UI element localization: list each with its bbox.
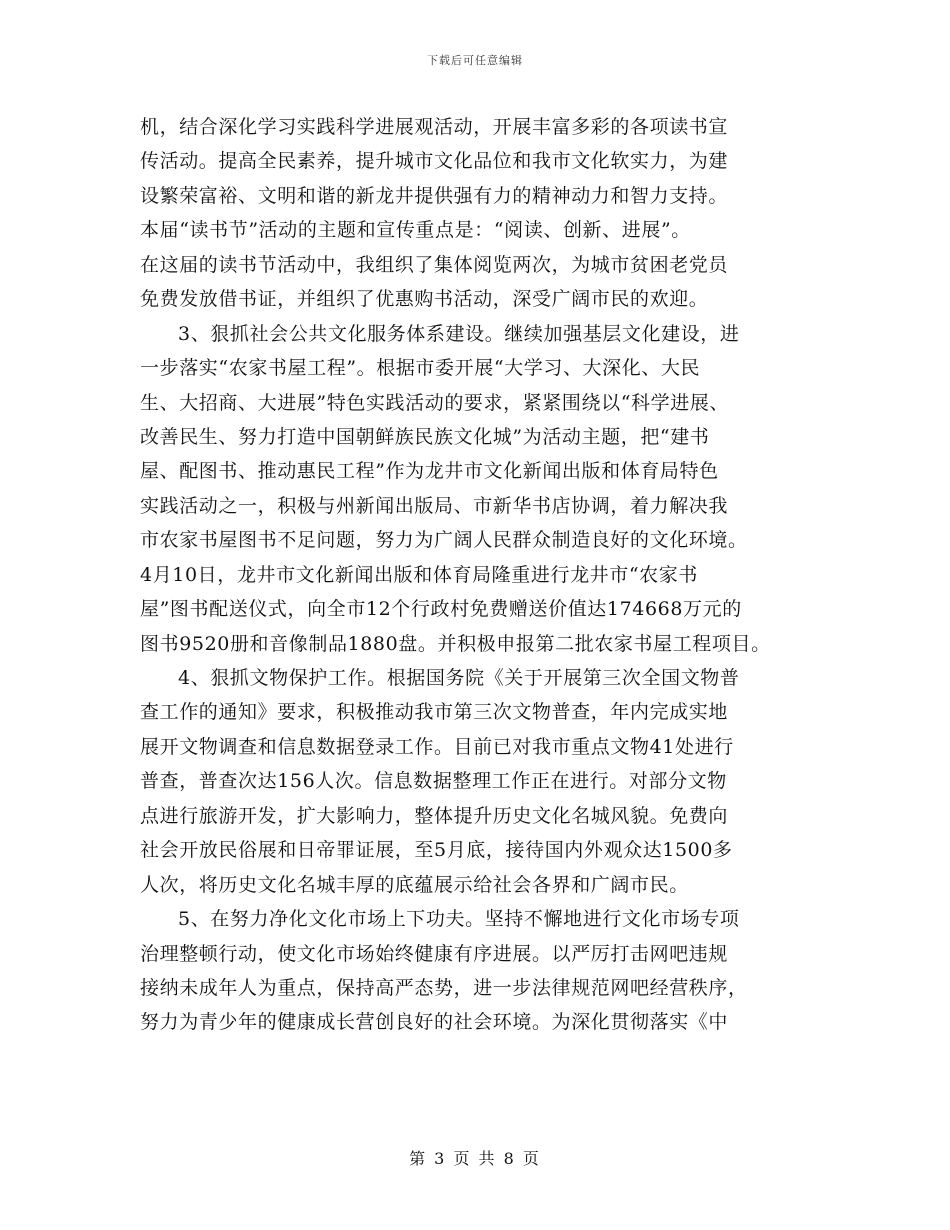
- text-line: 改善民生、努力打造中国朝鲜族民族文化城”为活动主题，把“建书: [140, 425, 710, 448]
- text-line: 设繁荣富裕、文明和谐的新龙井提供强有力的精神动力和智力支持。: [140, 184, 729, 207]
- text-line: 人次，将历史文化名城丰厚的底蕴展示给社会各界和广阔市民。: [140, 873, 689, 896]
- document-body: [140, 110, 830, 1040]
- text-line: 屋、配图书、推动惠民工程”作为龙井市文化新闻出版和体育局特色: [140, 460, 719, 483]
- text-line: 传活动。提高全民素养，提升城市文化品位和我市文化软实力，为建: [140, 150, 729, 173]
- page-header-note: 下载后可任意编辑: [427, 54, 523, 67]
- text-line: 展开文物调查和信息数据登录工作。目前已对我市重点文物41处进行: [140, 735, 734, 758]
- text-line: 社会开放民俗展和日帝罪证展，至5月底，接待国内外观众达1500多: [140, 839, 733, 862]
- text-line: 在这届的读书节活动中，我组织了集体阅览两次，为城市贫困老党员: [140, 253, 729, 276]
- text-line: 图书9520册和音像制品1880盘。并积极申报第二批农家书屋工程项目。: [140, 632, 771, 655]
- text-line: 点进行旅游开发，扩大影响力，整体提升历史文化名城风貌。免费向: [140, 804, 729, 827]
- text-line: 一步落实“农家书屋工程”。根据市委开展“大学习、大深化、大民: [140, 357, 701, 380]
- paragraph-start-line: 5、在努力净化文化市场上下功夫。坚持不懈地进行文化市场专项: [178, 908, 740, 931]
- text-line: 免费发放借书证，并组织了优惠购书活动，深受广阔市民的欢迎。: [140, 288, 709, 311]
- text-line: 普查，普查次达156人次。信息数据整理工作正在进行。对部分文物: [140, 770, 727, 793]
- text-line: 生、大招商、大进展”特色实践活动的要求，紧紧围绕以“科学进展、: [140, 391, 730, 414]
- text-line: 市农家书屋图书不足问题，努力为广阔人民群众制造良好的文化环境。: [140, 529, 748, 552]
- text-line: 机，结合深化学习实践科学进展观活动，开展丰富多彩的各项读书宣: [140, 116, 729, 138]
- text-line: 接纳未成年人为重点，保持高严态势，进一步法律规范网吧经营秩序，: [140, 976, 748, 999]
- text-line: 努力为青少年的健康成长营创良好的社会环境。为深化贯彻落实《中: [140, 1011, 729, 1034]
- text-line: 实践活动之一，积极与州新闻出版局、市新华书店协调，着力解决我: [140, 494, 729, 517]
- text-line: 屋”图书配送仪式，向全市12个行政村免费赠送价值达174668万元的: [140, 598, 742, 621]
- text-line: 查工作的通知》要求，积极推动我市第三次文物普查，年内完成实地: [140, 701, 729, 724]
- paragraph-start-line: 3、狠抓社会公共文化服务体系建设。继续加强基层文化建设，进: [178, 322, 740, 345]
- page-number: 第 3 页 共 8 页: [409, 1149, 541, 1168]
- text-line: 治理整顿行动，使文化市场始终健康有序进展。以严厉打击网吧违规: [140, 942, 729, 965]
- paragraph-start-line: 4、狠抓文物保护工作。根据国务院《关于开展第三次全国文物普: [178, 667, 740, 689]
- text-line: 本届“读书节”活动的主题和宣传重点是：“阅读、创新、进展”。: [140, 219, 691, 242]
- text-line: 4月10日，龙井市文化新闻出版和体育局隆重进行龙井市“农家书: [140, 563, 698, 586]
